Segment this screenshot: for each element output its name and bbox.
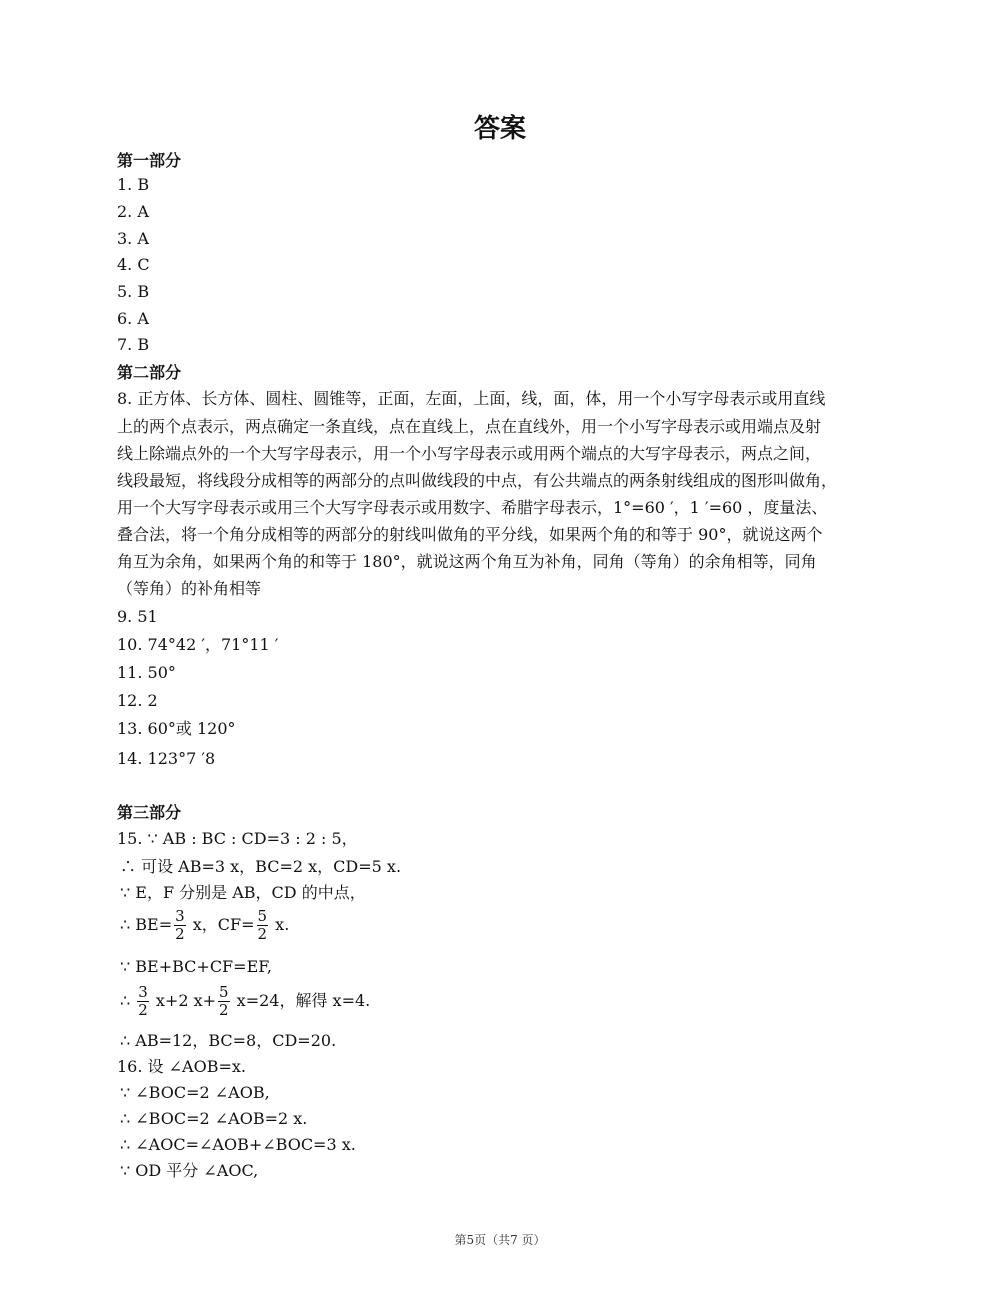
- fraction-denominator: 2: [175, 925, 185, 943]
- section-heading-part2: 第二部分: [117, 363, 182, 382]
- page-title: 答案: [473, 114, 526, 144]
- q15-text: x+2 x+: [150, 991, 217, 1010]
- answer-line: 7. B: [117, 335, 150, 354]
- answer-line: 2. A: [117, 202, 149, 221]
- q15-line: 15. ∵ AB : BC : CD=3 : 2 : 5，: [117, 829, 358, 848]
- q15-line: ∴ 可设 AB=3 x，BC=2 x，CD=5 x.: [120, 857, 402, 876]
- answer-line: 9. 51: [117, 607, 158, 626]
- fraction-numerator: 5: [219, 983, 229, 1001]
- fraction-numerator: 5: [257, 907, 268, 925]
- q16-line: ∵ OD 平分 ∠AOC,: [120, 1161, 259, 1180]
- section-heading-part1: 第一部分: [117, 151, 182, 170]
- fraction-numerator: 3: [138, 983, 148, 1001]
- q15-line: ∴ AB=12，BC=8，CD=20.: [120, 1031, 337, 1050]
- fraction-3-2: [137, 984, 149, 1019]
- fraction-5-2: [257, 908, 269, 943]
- answer-line: 12. 2: [117, 691, 158, 710]
- answer-line: 14. 123°7 ′8: [117, 749, 216, 768]
- q8-line: 用一个大写字母表示或用三个大写字母表示或用数字、希腊字母表示，1°=60 ′，1 ′=60 ，度量法、: [117, 498, 828, 517]
- answer-line: 4. C: [117, 255, 150, 274]
- section-heading-part3: 第三部分: [117, 803, 182, 822]
- q8-line: 8. 正方体、长方体、圆柱、圆锥等，正面，左面，上面，线，面，体，用一个小写字母表示或用直线: [117, 389, 826, 408]
- q16-line: ∵ ∠BOC=2 ∠AOB,: [120, 1083, 270, 1102]
- page-number-footer: 第5页（共7 页）: [454, 1233, 546, 1247]
- fraction-3-2: [174, 908, 186, 943]
- answer-line: 3. A: [117, 229, 149, 248]
- fraction-denominator: 2: [138, 1001, 148, 1019]
- q16-line: ∴ ∠AOC=∠AOB+∠BOC=3 x.: [120, 1135, 356, 1154]
- q8-line: 线段最短，将线段分成相等的两部分的点叫做线段的中点，有公共端点的两条射线组成的图形叫做角，: [117, 471, 838, 490]
- fraction-numerator: 3: [175, 907, 185, 925]
- q8-line: 叠合法，将一个角分成相等的两部分的射线叫做角的平分线，如果两个角的和等于 90°，就说这两个: [117, 525, 823, 544]
- q15-text: x=24，解得 x=4.: [231, 991, 371, 1010]
- answer-line: 11. 50°: [117, 663, 176, 682]
- q15-text: ∴ BE=: [120, 915, 173, 934]
- q8-line: 角互为余角，如果两个角的和等于 180°，就说这两个角互为补角，同角（等角）的余角相等，同角: [117, 552, 817, 571]
- q8-line: 线上除端点外的一个大写字母表示，用一个小写字母表示或用两个端点的大写字母表示，两点之间，: [117, 444, 822, 463]
- q15-text: ∴: [120, 991, 136, 1010]
- q8-line: 上的两个点表示，两点确定一条直线，点在直线上，点在直线外，用一个小写字母表示或用端点及射: [117, 417, 822, 436]
- q15-line: ∵ BE+BC+CF=EF,: [120, 957, 272, 976]
- answer-line: 13. 60°或 120°: [117, 719, 236, 738]
- answer-line: 6. A: [117, 309, 149, 328]
- fraction-denominator: 2: [257, 925, 268, 943]
- fraction-5-2: [218, 984, 230, 1019]
- q8-line: （等角）的补角相等: [117, 579, 262, 598]
- q15-text: x，CF=: [187, 915, 255, 934]
- q16-line: 16. 设 ∠AOB=x.: [117, 1057, 246, 1076]
- q15-line: ∵ E，F 分别是 AB，CD 的中点，: [120, 883, 366, 902]
- q15-fraction-line: [120, 984, 370, 1019]
- answer-line: 1. B: [117, 175, 150, 194]
- q16-line: ∴ ∠BOC=2 ∠AOB=2 x.: [120, 1109, 308, 1128]
- q15-fraction-line: [120, 908, 289, 943]
- fraction-denominator: 2: [219, 1001, 229, 1019]
- q15-text: x.: [270, 915, 290, 934]
- answer-line: 5. B: [117, 282, 150, 301]
- answer-line: 10. 74°42 ′，71°11 ′: [117, 635, 279, 654]
